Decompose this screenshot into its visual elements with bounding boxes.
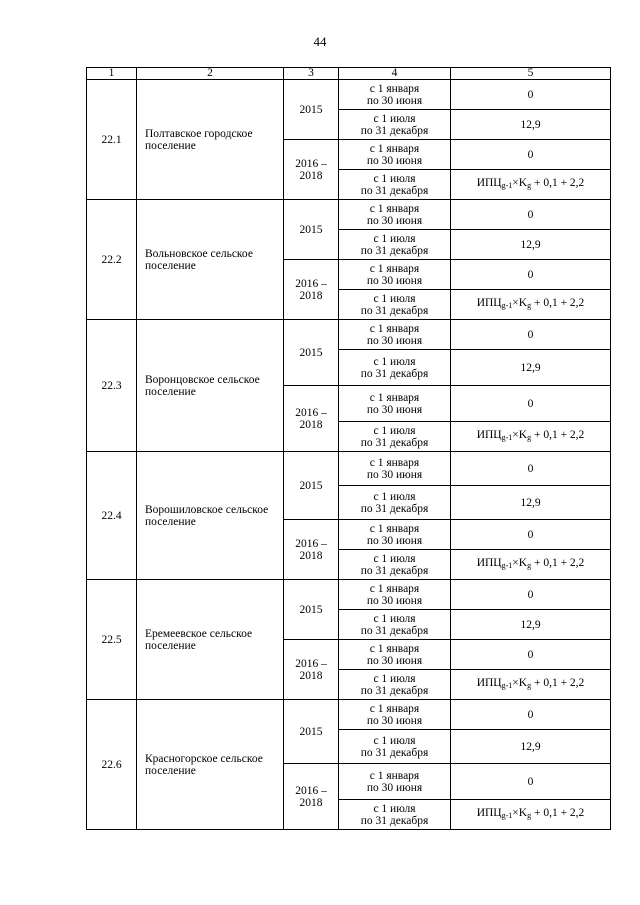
period-cell <box>339 730 451 764</box>
year-range-cell: 2016 – 2018 <box>284 520 339 580</box>
value-cell: 0 <box>451 580 611 610</box>
period-line-2: по 31 декабря <box>360 304 429 317</box>
period-line-2: по 30 июня <box>366 654 423 667</box>
year-cell: 2015 <box>284 580 339 640</box>
formula-times: ×K <box>512 677 528 689</box>
value-cell: 0 <box>451 520 611 550</box>
formula-sub1: g-1 <box>501 301 513 310</box>
period-cell <box>339 350 451 386</box>
value-cell: 0 <box>451 260 611 290</box>
period-cell <box>339 386 451 422</box>
table-row <box>87 700 611 730</box>
period-line-2: по 31 декабря <box>360 184 429 197</box>
formula-times: ×K <box>512 297 528 309</box>
period-line-2: по 31 декабря <box>360 502 429 515</box>
period-line-1: с 1 января <box>369 322 420 335</box>
period-line-2: по 31 декабря <box>360 814 429 827</box>
period-line-1: с 1 января <box>369 82 420 95</box>
period-cell <box>339 700 451 730</box>
formula-sub2: g <box>527 181 532 190</box>
value-cell: 0 <box>451 700 611 730</box>
period-line-1: с 1 января <box>369 522 420 535</box>
period-line-2: по 30 июня <box>366 214 423 227</box>
formula-times: ×K <box>512 807 528 819</box>
row-number: 22.4 <box>87 452 137 580</box>
row-number: 22.1 <box>87 80 137 200</box>
period-line-2: по 30 июня <box>366 534 423 547</box>
row-number: 22.5 <box>87 580 137 700</box>
period-line-1: с 1 июля <box>373 424 416 437</box>
period-line-1: с 1 января <box>369 769 420 782</box>
table-row <box>87 200 611 230</box>
period-cell <box>339 550 451 580</box>
row-number: 22.3 <box>87 320 137 452</box>
settlement-name: Еремеевское сельское поселение <box>137 580 284 700</box>
period-cell <box>339 764 451 800</box>
formula-sub1: g-1 <box>501 181 513 190</box>
table-row <box>87 320 611 350</box>
formula-sub1: g-1 <box>501 811 513 820</box>
period-cell <box>339 486 451 520</box>
formula-cell <box>451 422 611 452</box>
year-range-cell: 2016 – 2018 <box>284 386 339 452</box>
formula-sub1: g-1 <box>501 681 513 690</box>
period-line-1: с 1 января <box>369 702 420 715</box>
table-row <box>87 80 611 110</box>
formula-cell <box>451 670 611 700</box>
period-line-2: по 31 декабря <box>360 624 429 637</box>
period-cell <box>339 422 451 452</box>
period-line-1: с 1 июля <box>373 292 416 305</box>
period-line-2: по 30 июня <box>366 403 423 416</box>
header-col-1: 1 <box>87 68 137 80</box>
period-line-1: с 1 июля <box>373 232 416 245</box>
formula-suffix: + 0,1 + 2,2 <box>531 177 585 189</box>
period-cell <box>339 110 451 140</box>
formula-cell <box>451 290 611 320</box>
year-range-cell: 2016 – 2018 <box>284 260 339 320</box>
value-cell: 0 <box>451 80 611 110</box>
value-cell: 12,9 <box>451 350 611 386</box>
table-row <box>87 580 611 610</box>
period-cell <box>339 290 451 320</box>
period-line-1: с 1 июля <box>373 172 416 185</box>
period-line-1: с 1 января <box>369 456 420 469</box>
period-cell <box>339 80 451 110</box>
period-line-2: по 31 декабря <box>360 367 429 380</box>
row-number: 22.6 <box>87 700 137 830</box>
period-line-2: по 31 декабря <box>360 244 429 257</box>
period-line-2: по 31 декабря <box>360 124 429 137</box>
period-cell <box>339 320 451 350</box>
formula-suffix: + 0,1 + 2,2 <box>531 429 585 441</box>
period-cell <box>339 610 451 640</box>
table-row <box>87 452 611 486</box>
period-line-1: с 1 июля <box>373 552 416 565</box>
period-cell <box>339 640 451 670</box>
formula-prefix: ИПЦ <box>476 557 502 569</box>
formula-prefix: ИПЦ <box>476 807 502 819</box>
formula-cell <box>451 800 611 830</box>
formula-prefix: ИПЦ <box>476 297 502 309</box>
formula-cell <box>451 550 611 580</box>
header-col-2: 2 <box>137 68 284 80</box>
formula-sub1: g-1 <box>501 561 513 570</box>
period-cell <box>339 800 451 830</box>
formula-suffix: + 0,1 + 2,2 <box>531 557 585 569</box>
formula-sub2: g <box>527 433 532 442</box>
period-line-1: с 1 января <box>369 202 420 215</box>
period-line-1: с 1 июля <box>373 802 416 815</box>
value-cell: 0 <box>451 320 611 350</box>
year-cell: 2015 <box>284 452 339 520</box>
value-cell: 12,9 <box>451 110 611 140</box>
period-cell <box>339 452 451 486</box>
value-cell: 0 <box>451 764 611 800</box>
year-range-cell: 2016 – 2018 <box>284 640 339 700</box>
period-line-2: по 30 июня <box>366 781 423 794</box>
value-cell: 12,9 <box>451 230 611 260</box>
value-cell: 0 <box>451 452 611 486</box>
formula-times: ×K <box>512 177 528 189</box>
header-col-4: 4 <box>339 68 451 80</box>
year-range-cell: 2016 – 2018 <box>284 140 339 200</box>
value-cell: 12,9 <box>451 486 611 520</box>
year-cell: 2015 <box>284 320 339 386</box>
period-line-2: по 30 июня <box>366 334 423 347</box>
period-line-1: с 1 января <box>369 262 420 275</box>
page-number: 44 <box>313 34 327 49</box>
settlement-name: Вольновское сельское поселение <box>137 200 284 320</box>
year-cell: 2015 <box>284 200 339 260</box>
period-line-1: с 1 июля <box>373 490 416 503</box>
period-line-2: по 30 июня <box>366 468 423 481</box>
period-line-2: по 30 июня <box>366 594 423 607</box>
settlement-name: Воронцовское сельское поселение <box>137 320 284 452</box>
period-line-2: по 30 июня <box>366 154 423 167</box>
period-line-1: с 1 января <box>369 391 420 404</box>
period-line-2: по 30 июня <box>366 94 423 107</box>
formula-prefix: ИПЦ <box>476 429 502 441</box>
period-line-1: с 1 июля <box>373 734 416 747</box>
formula-sub2: g <box>527 811 532 820</box>
period-cell <box>339 170 451 200</box>
period-cell <box>339 260 451 290</box>
formula-sub2: g <box>527 301 532 310</box>
value-cell: 12,9 <box>451 610 611 640</box>
period-line-1: с 1 января <box>369 142 420 155</box>
tariff-table <box>86 67 611 830</box>
period-cell <box>339 520 451 550</box>
period-line-1: с 1 июля <box>373 112 416 125</box>
formula-prefix: ИПЦ <box>476 177 502 189</box>
settlement-name: Красногорское сельское поселение <box>137 700 284 830</box>
value-cell: 0 <box>451 140 611 170</box>
period-line-2: по 31 декабря <box>360 436 429 449</box>
settlement-name: Ворошиловское сельское поселение <box>137 452 284 580</box>
period-cell <box>339 140 451 170</box>
year-cell: 2015 <box>284 700 339 764</box>
row-number: 22.2 <box>87 200 137 320</box>
period-cell <box>339 200 451 230</box>
period-line-2: по 30 июня <box>366 274 423 287</box>
formula-suffix: + 0,1 + 2,2 <box>531 297 585 309</box>
value-cell: 0 <box>451 386 611 422</box>
value-cell: 12,9 <box>451 730 611 764</box>
formula-suffix: + 0,1 + 2,2 <box>531 677 585 689</box>
value-cell: 0 <box>451 640 611 670</box>
formula-times: ×K <box>512 429 528 441</box>
year-range-cell: 2016 – 2018 <box>284 764 339 830</box>
period-line-1: с 1 июля <box>373 612 416 625</box>
table-header-row <box>87 68 611 80</box>
header-col-5: 5 <box>451 68 611 80</box>
period-line-2: по 31 декабря <box>360 746 429 759</box>
period-cell <box>339 230 451 260</box>
period-line-2: по 31 декабря <box>360 684 429 697</box>
period-line-2: по 30 июня <box>366 714 423 727</box>
header-col-3: 3 <box>284 68 339 80</box>
formula-times: ×K <box>512 557 528 569</box>
period-cell <box>339 580 451 610</box>
period-line-1: с 1 июля <box>373 672 416 685</box>
period-line-1: с 1 июля <box>373 355 416 368</box>
value-cell: 0 <box>451 200 611 230</box>
formula-sub2: g <box>527 561 532 570</box>
formula-sub2: g <box>527 681 532 690</box>
period-line-2: по 31 декабря <box>360 564 429 577</box>
period-line-1: с 1 января <box>369 642 420 655</box>
formula-prefix: ИПЦ <box>476 677 502 689</box>
formula-cell <box>451 170 611 200</box>
year-cell: 2015 <box>284 80 339 140</box>
period-line-1: с 1 января <box>369 582 420 595</box>
formula-suffix: + 0,1 + 2,2 <box>531 807 585 819</box>
settlement-name: Полтавское городское поселение <box>137 80 284 200</box>
period-cell <box>339 670 451 700</box>
formula-sub1: g-1 <box>501 433 513 442</box>
